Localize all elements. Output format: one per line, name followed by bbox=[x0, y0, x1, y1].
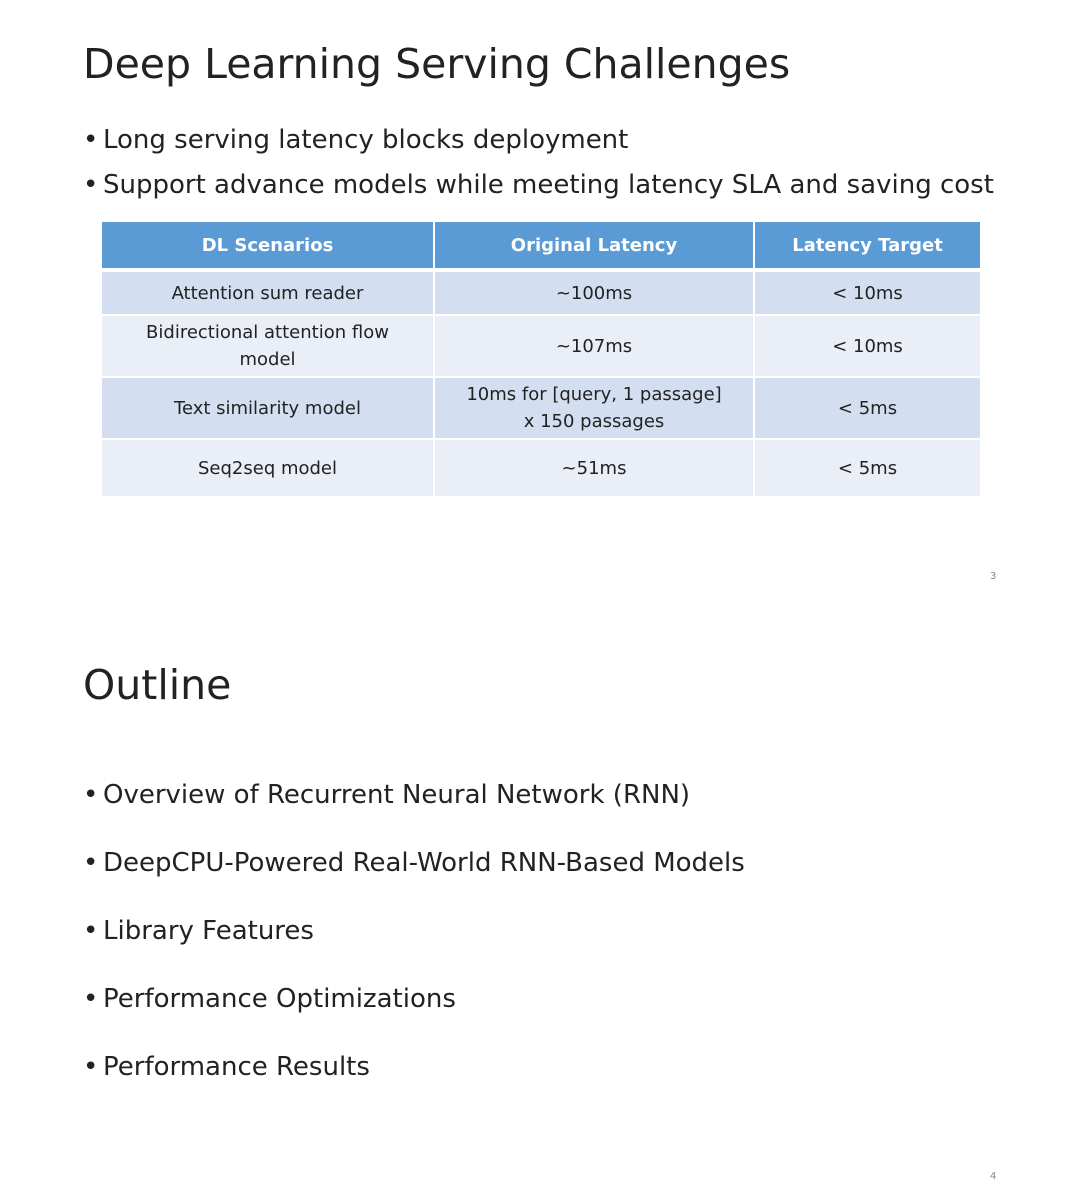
page-number: 4 bbox=[990, 1171, 997, 1182]
cell-original-latency bbox=[434, 315, 754, 377]
cell-text: ~100ms bbox=[555, 282, 633, 304]
bullet-icon: • bbox=[83, 984, 99, 1014]
cell-scenario bbox=[102, 439, 434, 497]
column-header-latency-target: Latency Target bbox=[754, 222, 980, 270]
slide-title: Outline bbox=[83, 661, 232, 709]
outline-item bbox=[83, 778, 745, 812]
outline-item bbox=[83, 982, 745, 1016]
cell-scenario bbox=[102, 270, 434, 315]
latency-table bbox=[102, 222, 980, 498]
cell-latency-target: < 5ms bbox=[754, 439, 980, 497]
table-row bbox=[102, 439, 980, 497]
cell-text: x 150 passages bbox=[523, 411, 665, 432]
outline-item bbox=[83, 1050, 745, 1084]
bullet-icon: • bbox=[83, 848, 99, 878]
cell-scenario bbox=[102, 315, 434, 377]
slide-title: Deep Learning Serving Challenges bbox=[83, 40, 791, 88]
cell-text: Attention sum reader bbox=[171, 282, 364, 304]
cell-original-latency bbox=[434, 377, 754, 439]
outline-item-text: DeepCPU-Powered Real-World RNN-Based Models bbox=[103, 848, 745, 878]
outline-item bbox=[83, 914, 745, 948]
cell-text: Seq2seq model bbox=[197, 457, 338, 479]
bullet-item bbox=[83, 118, 994, 163]
bullet-icon: • bbox=[83, 170, 99, 200]
bullet-item bbox=[83, 163, 994, 208]
bullet-icon: • bbox=[83, 916, 99, 946]
cell-text: ~51ms bbox=[561, 457, 627, 479]
cell-original-latency bbox=[434, 270, 754, 315]
bullet-icon: • bbox=[83, 1052, 99, 1082]
slide-outline bbox=[0, 620, 1081, 1200]
outline-item bbox=[83, 846, 745, 880]
outline-item-text: Overview of Recurrent Neural Network (RNN) bbox=[103, 780, 691, 810]
bullet-list bbox=[83, 118, 994, 208]
cell-latency-target: < 10ms bbox=[754, 270, 980, 315]
cell-latency-target: < 5ms bbox=[754, 377, 980, 439]
cell-latency-target: < 10ms bbox=[754, 315, 980, 377]
outline-item-text: Library Features bbox=[103, 916, 314, 946]
table-row bbox=[102, 315, 980, 377]
column-header-original-latency: Original Latency bbox=[434, 222, 754, 270]
table-header-row bbox=[102, 222, 980, 270]
column-header-scenarios: DL Scenarios bbox=[102, 222, 434, 270]
table-row bbox=[102, 377, 980, 439]
page-number: 3 bbox=[990, 571, 997, 582]
cell-text: Text similarity model bbox=[174, 397, 361, 419]
bullet-icon: • bbox=[83, 125, 99, 155]
outline-item-text: Performance Results bbox=[103, 1052, 370, 1082]
table-row bbox=[102, 270, 980, 315]
cell-text: ~107ms bbox=[555, 335, 633, 357]
cell-text: 10ms for [query, 1 passage] bbox=[466, 384, 722, 405]
outline-list bbox=[83, 778, 745, 1118]
cell-text: model bbox=[239, 349, 296, 370]
bullet-text: Support advance models while meeting latency SLA and saving cost bbox=[103, 170, 994, 200]
cell-original-latency bbox=[434, 439, 754, 497]
bullet-icon: • bbox=[83, 780, 99, 810]
bullet-text: Long serving latency blocks deployment bbox=[103, 125, 629, 155]
cell-scenario bbox=[102, 377, 434, 439]
outline-item-text: Performance Optimizations bbox=[103, 984, 456, 1014]
cell-text: Bidirectional attention flow bbox=[146, 322, 389, 343]
